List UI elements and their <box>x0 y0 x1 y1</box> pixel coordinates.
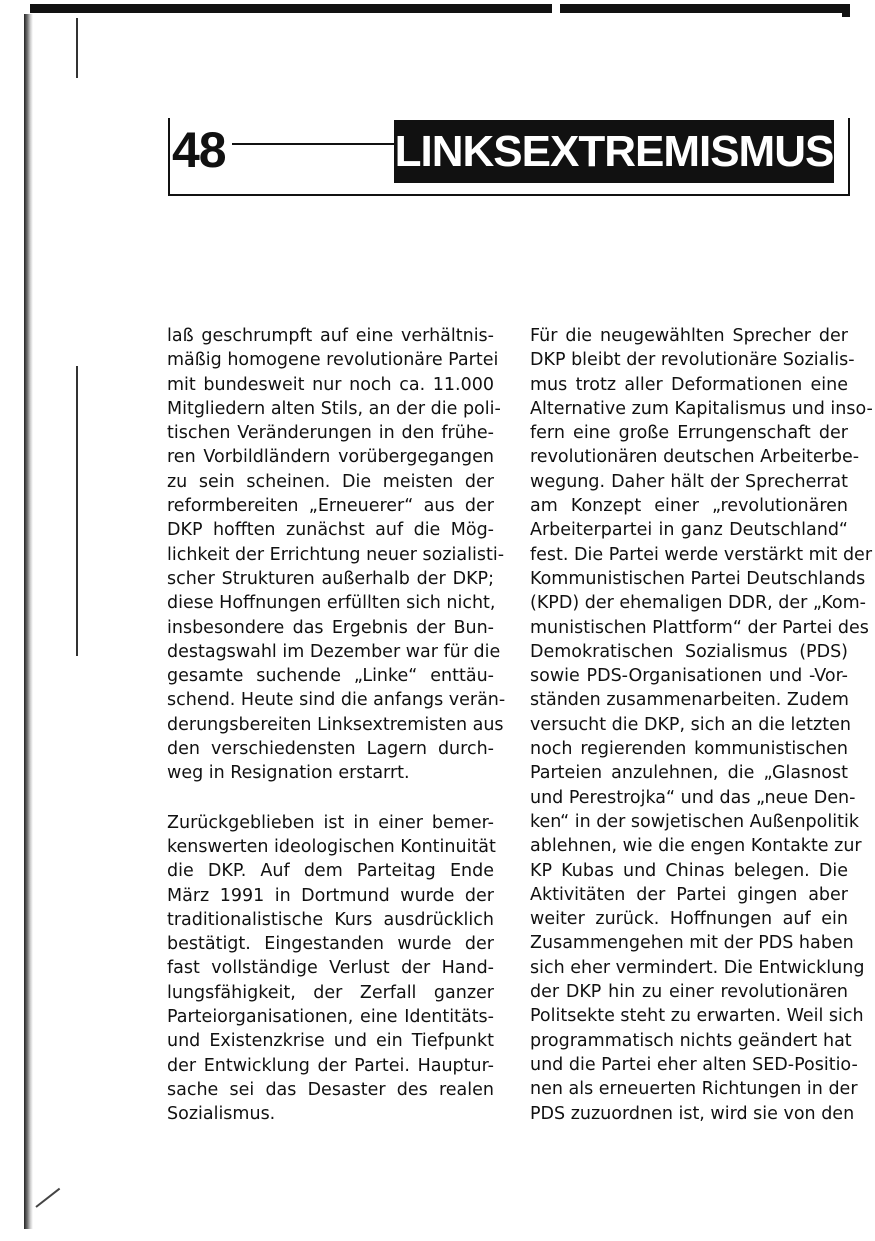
corner-stroke <box>35 1188 60 1208</box>
right-paragraph-1 <box>530 324 873 1126</box>
paragraph-gap <box>167 786 494 811</box>
text-line: bestätigt. Eingestanden wurde der <box>167 934 494 955</box>
text-line: der DKP hin zu einer revolutionären <box>530 982 848 1003</box>
text-line: munistischen Plattform“ der Partei des <box>530 617 869 638</box>
text-line: mit bundesweit nur noch ca. 11.000 <box>167 374 494 395</box>
header-rule <box>232 143 394 145</box>
text-line: versucht die DKP, sich an die letzten <box>530 714 851 735</box>
text-line: lungsfähigkeit, der Zerfall ganzer <box>167 982 494 1003</box>
text-line: KP Kubas und Chinas belegen. Die <box>530 860 848 881</box>
binding-mark-middle <box>76 366 78 656</box>
text-line: mus trotz aller Deformationen eine <box>530 374 848 395</box>
text-line: scher Strukturen außerhalb der DKP; <box>167 568 494 589</box>
text-line: lichkeit der Errichtung neuer sozialisti- <box>167 544 505 565</box>
text-line: Parteiorganisationen, eine Identitäts- <box>167 1007 494 1028</box>
text-line: (KPD) der ehemaligen DDR, der „Kom- <box>530 593 866 614</box>
text-line: insbesondere das Ergebnis der Bun- <box>167 617 494 638</box>
text-line: weiter zurück. Hoffnungen auf ein <box>530 909 848 930</box>
text-line: traditionalistische Kurs ausdrücklich <box>167 909 494 930</box>
text-line: gesamte suchende „Linke“ enttäu- <box>167 666 494 687</box>
text-line: ständen zusammenarbeiten. Zudem <box>530 690 849 711</box>
text-line: den verschiedensten Lagern durch- <box>167 739 494 760</box>
scan-border-top-end <box>842 4 850 17</box>
text-line: programmatisch nichts geändert hat <box>530 1030 852 1051</box>
left-column <box>167 324 506 1127</box>
text-line: Kommunistischen Partei Deutschlands <box>530 568 866 589</box>
text-line: destagswahl im Dezember war für die <box>167 641 501 662</box>
text-line: Parteien anzulehnen, die „Glasnost <box>530 763 848 784</box>
text-line: Politsekte steht zu erwarten. Weil sich <box>530 1006 864 1027</box>
text-line: fast vollständige Verlust der Hand- <box>167 958 494 979</box>
text-line: Demokratischen Sozialismus (PDS) <box>530 641 848 662</box>
scan-border-top-left <box>30 4 552 13</box>
text-line: ablehnen, wie die engen Kontakte zur <box>530 836 862 857</box>
text-line: Aktivitäten der Partei gingen aber <box>530 884 848 905</box>
left-paragraph-2 <box>167 811 494 1127</box>
binding-mark-top <box>76 18 78 78</box>
text-line: ken“ in der sowjetischen Außenpolitik <box>530 811 859 832</box>
text-line: laß geschrumpft auf eine verhältnis- <box>167 326 494 346</box>
section-title: LINKSEXTREMISMUS <box>394 120 834 183</box>
text-line: noch regierenden kommunistischen <box>530 739 848 760</box>
text-line: diese Hoffnungen erfüllten sich nicht, <box>167 593 496 614</box>
text-line: und Existenzkrise und ein Tiefpunkt <box>167 1031 494 1052</box>
text-line: DKP bleibt der revolutionäre Sozialis- <box>530 350 855 371</box>
text-line: Alternative zum Kapitalismus und inso- <box>530 398 873 419</box>
text-line: kenswerten ideologischen Kontinuität <box>167 836 496 857</box>
text-line: DKP hofften zunächst auf die Mög- <box>167 520 494 541</box>
text-line: zu sein scheinen. Die meisten der <box>167 471 494 492</box>
text-line: fest. Die Partei werde verstärkt mit der <box>530 544 873 565</box>
text-line: März 1991 in Dortmund wurde der <box>167 885 494 906</box>
scan-border-top-right <box>560 4 842 13</box>
text-line: tischen Veränderungen in den frühe- <box>167 423 494 444</box>
text-line: sich eher vermindert. Die Entwicklung <box>530 957 865 978</box>
text-line: Mitgliedern alten Stils, an der die poli- <box>167 398 501 419</box>
text-line: revolutionären deutschen Arbeiterbe- <box>530 447 860 468</box>
text-line: fern eine große Errungenschaft der <box>530 423 848 444</box>
text-line: die DKP. Auf dem Parteitag Ende <box>167 861 494 882</box>
text-line: reformbereiten „Erneuerer“ aus der <box>167 496 494 517</box>
text-line: Für die neugewählten Sprecher der <box>530 326 848 346</box>
text-line: Zusammengehen mit der PDS haben <box>530 933 854 954</box>
text-line: sowie PDS-Organisationen und -Vor- <box>530 666 848 687</box>
text-line: Arbeiterpartei in ganz Deutschland“ <box>530 520 848 541</box>
text-line: am Konzept einer „revolutionären <box>530 496 848 517</box>
text-line: Zurückgeblieben ist in einer bemer- <box>167 812 494 833</box>
text-line: Sozialismus. <box>167 1104 276 1125</box>
text-line: weg in Resignation erstarrt. <box>167 763 410 784</box>
right-column <box>530 324 873 1126</box>
text-line: und Perestrojka“ und das „neue Den- <box>530 787 856 808</box>
text-line: nen als erneuerten Richtungen in der <box>530 1079 858 1100</box>
left-paragraph-1 <box>167 324 506 786</box>
text-line: mäßig homogene revolutionäre Partei <box>167 350 499 371</box>
page-number: 48 <box>172 122 226 178</box>
text-line: PDS zuzuordnen ist, wird sie von den <box>530 1103 855 1124</box>
text-line: sache sei das Desaster des realen <box>167 1079 494 1100</box>
text-line: ren Vorbildländern vorübergegangen <box>167 447 494 468</box>
text-line: derungsbereiten Linksextremisten aus <box>167 714 504 735</box>
text-line: und die Partei eher alten SED-Positio- <box>530 1054 858 1075</box>
text-line: der Entwicklung der Partei. Hauptur- <box>167 1055 494 1076</box>
text-line: schend. Heute sind die anfangs verän- <box>167 690 506 711</box>
scan-left-edge <box>24 14 33 1229</box>
text-line: wegung. Daher hält der Sprecherrat <box>530 471 848 492</box>
